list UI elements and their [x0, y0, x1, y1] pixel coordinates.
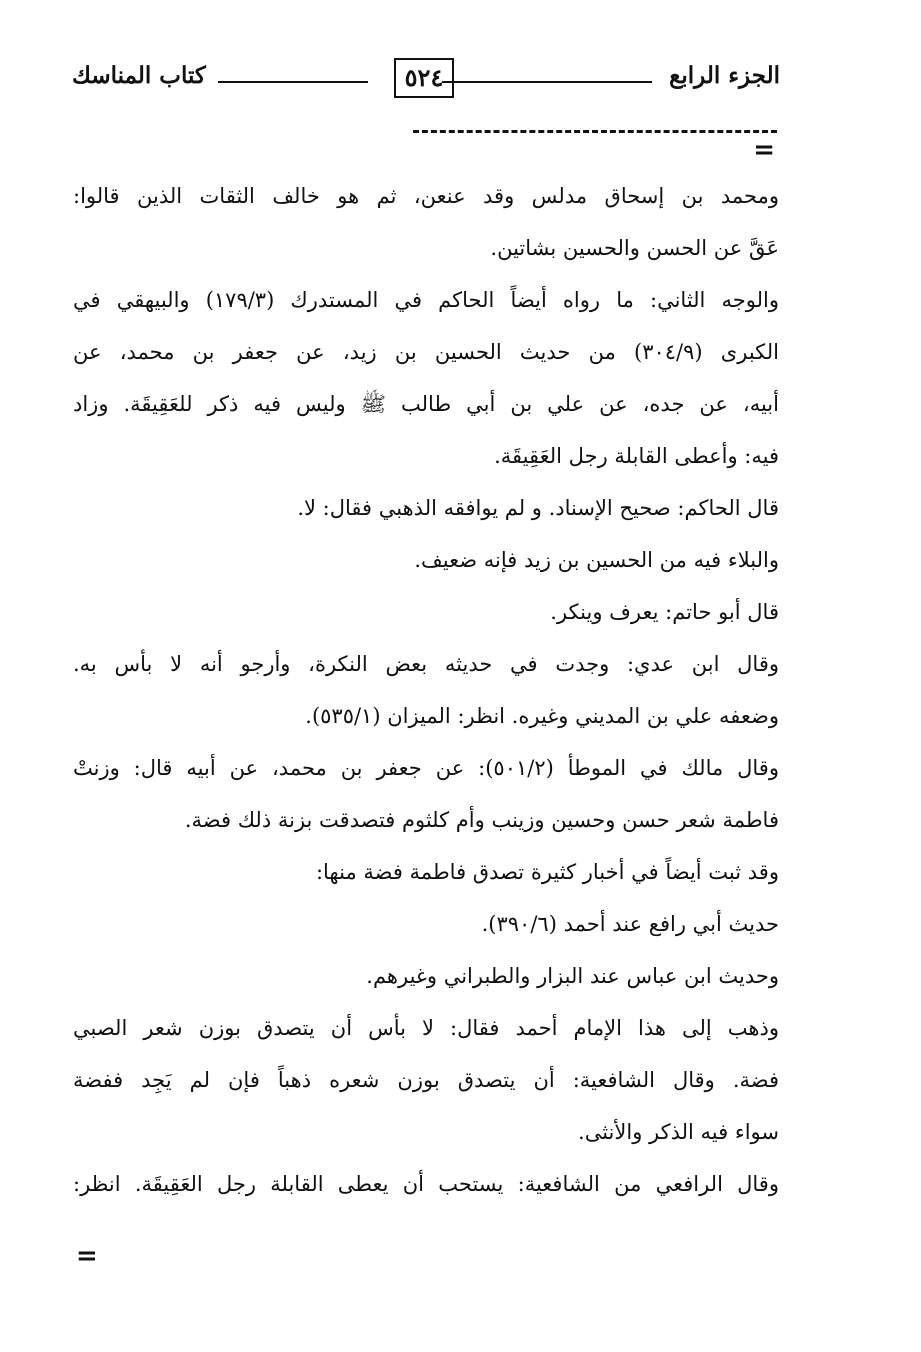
text-line: وقد ثبت أيضاً في أخبار كثيرة تصدق فاطمة فضة منها:	[315, 860, 779, 884]
header-rule-left	[218, 81, 368, 83]
text-line: وقال مالك في الموطأ (٥٠١/٢): عن جعفر بن محمد، عن أبيه قال: وزنتْ	[73, 756, 779, 780]
continuation-mark-top: =	[753, 135, 775, 165]
text-line: عَقَّ عن الحسن والحسين بشاتين.	[490, 236, 779, 260]
continuation-mark-bottom: =	[76, 1241, 98, 1271]
text-line: سواء فيه الذكر والأنثى.	[578, 1120, 779, 1144]
text-line: وقال ابن عدي: وجدت في حديثه بعض النكرة، وأرجو أنه لا بأس به.	[73, 652, 779, 676]
text-line: ومحمد بن إسحاق مدلس وقد عنعن، ثم هو خالف الثقات الذين قالوا:	[73, 184, 779, 208]
page-header	[72, 56, 780, 102]
text-line: أبيه، عن جده، عن علي بن أبي طالب ﷺ وليس فيه ذكر للعَقِيقَة. وزاد	[73, 392, 779, 416]
text-line: فيه: وأعطى القابلة رجل العَقِيقَة.	[494, 444, 779, 468]
footnote-text	[73, 170, 779, 1210]
text-line: وضعفه علي بن المديني وغيره. انظر: الميزان (٥٣٥/١).	[305, 704, 779, 728]
text-line: قال أبو حاتم: يعرف وينكر.	[550, 600, 779, 624]
text-line: فاطمة شعر حسن وحسين وزينب وأم كلثوم فتصدقت بزنة ذلك فضة.	[184, 808, 779, 832]
book-title: كتاب المناسك	[72, 62, 206, 89]
text-line: وذهب إلى هذا الإمام أحمد فقال: لا بأس أن يتصدق بوزن شعر الصبي	[73, 1016, 779, 1040]
text-line: وقال الرافعي من الشافعية: يستحب أن يعطى القابلة رجل العَقِيقَة. انظر:	[73, 1172, 779, 1196]
text-line: فضة. وقال الشافعية: أن يتصدق بوزن شعره ذهباً فإن لم يَجِد ففضة	[73, 1068, 779, 1092]
text-line: وحديث ابن عباس عند البزار والطبراني وغيرهم.	[366, 964, 779, 988]
text-line: قال الحاكم: صحيح الإسناد. و لم يوافقه الذهبي فقال: لا.	[297, 496, 779, 520]
header-rule-right	[442, 81, 652, 83]
text-line: الكبرى (٣٠٤/٩) من حديث الحسين بن زيد، عن جعفر بن محمد، عن	[73, 340, 779, 364]
page-number-box: ٥٢٤	[394, 58, 454, 98]
text-line: حديث أبي رافع عند أحمد (٣٩٠/٦).	[481, 912, 779, 936]
text-line: والبلاء فيه من الحسين بن زيد فإنه ضعيف.	[414, 548, 779, 572]
text-line: والوجه الثاني: ما رواه أيضاً الحاكم في المستدرك (١٧٩/٣) والبيهقي في	[73, 288, 779, 312]
footnote-separator-dashes	[413, 130, 777, 133]
volume-label: الجزء الرابع	[669, 62, 780, 89]
